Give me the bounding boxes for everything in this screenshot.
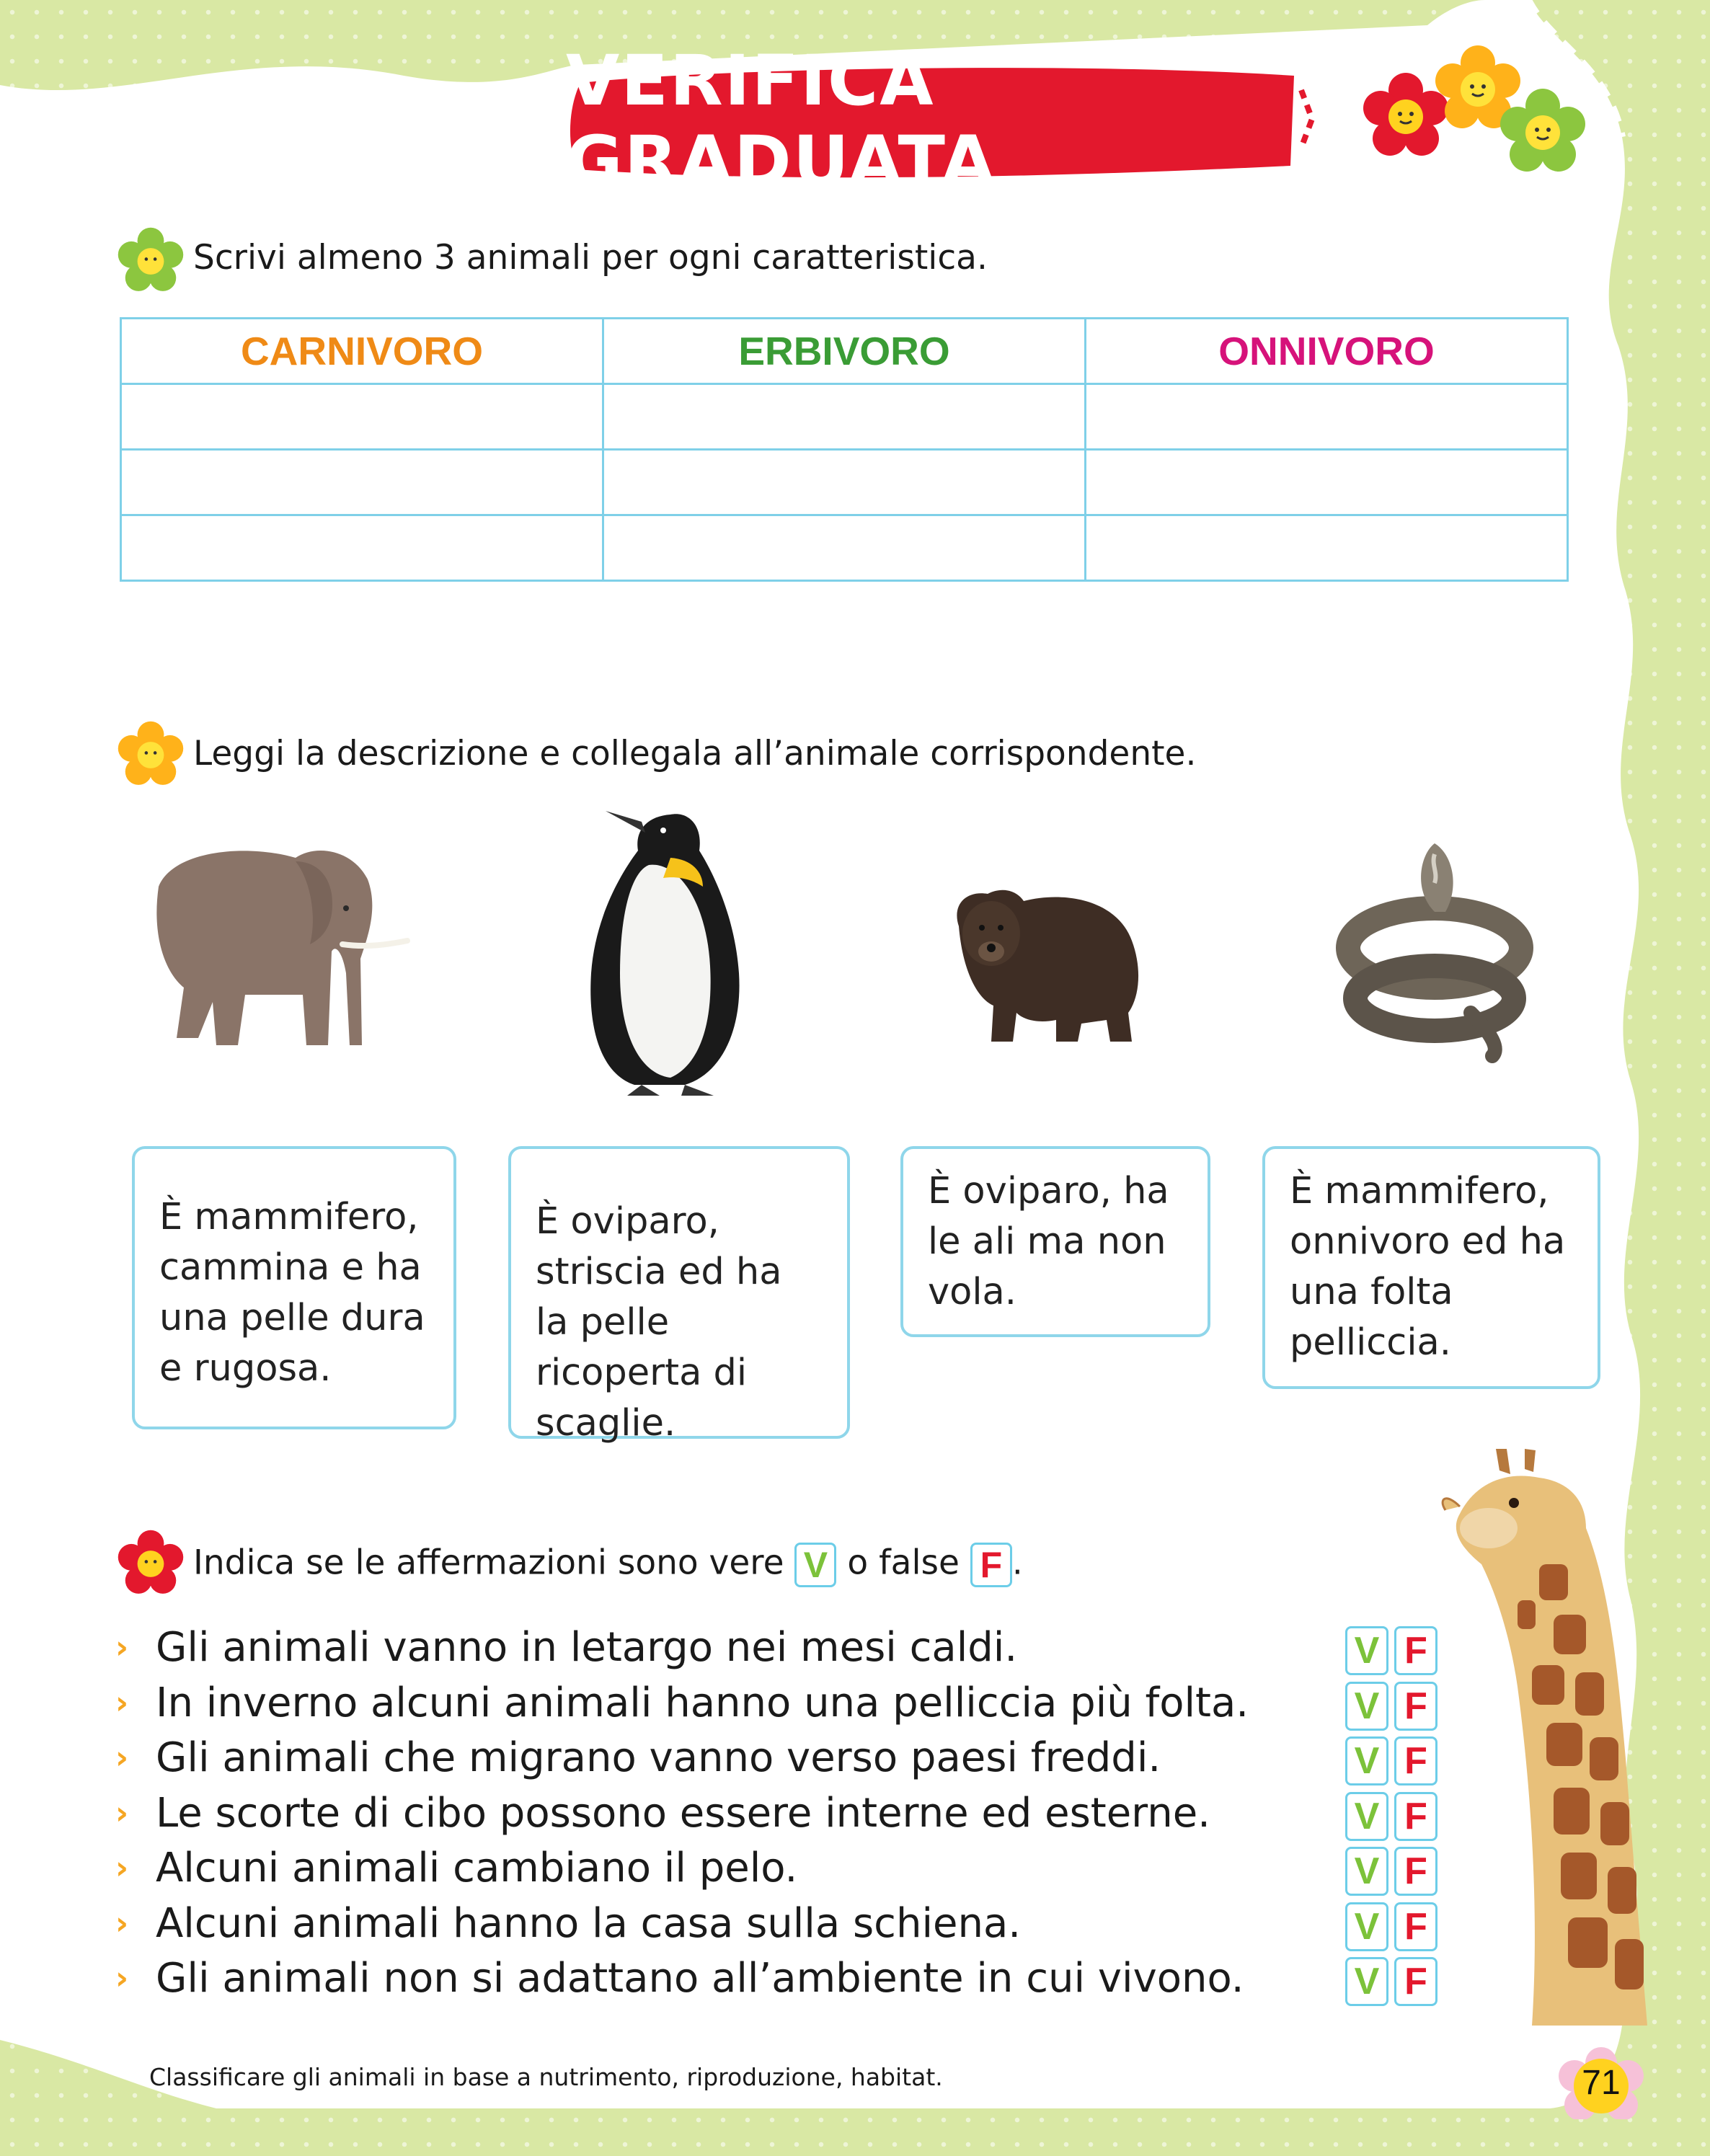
- learning-objective: Classificare gli animali in base a nutrimento, riproduzione, habitat.: [149, 2063, 943, 2091]
- bullet-icon: ›: [115, 1739, 129, 1776]
- answer-cell[interactable]: [1086, 515, 1568, 581]
- title-banner: [566, 40, 1323, 202]
- answer-cell[interactable]: [603, 515, 1086, 581]
- green-flower-icon: [1499, 88, 1586, 174]
- vf-pair: [1345, 1626, 1437, 1682]
- statement-text: Gli animali vanno in letargo nei mesi caldi.: [156, 1624, 1018, 1671]
- page-title: VERIFICA GRADUATA: [566, 40, 996, 202]
- table-row: [121, 515, 1568, 581]
- bullet-icon: ›: [115, 1794, 129, 1832]
- exercise3-instruction: [193, 1543, 1023, 1587]
- false-checkbox[interactable]: F: [1394, 1847, 1437, 1896]
- vf-pair: [1345, 1792, 1437, 1847]
- vf-pair: [1345, 1682, 1437, 1737]
- statement-text: Gli animali non si adattano all’ambiente in cui vivono.: [156, 1955, 1244, 2002]
- bullet-icon: ›: [115, 1684, 129, 1721]
- bullet-icon: ›: [115, 1960, 129, 1997]
- true-checkbox[interactable]: V: [1345, 1957, 1388, 2006]
- list-item: [115, 1786, 1240, 1842]
- bullet-icon: ›: [115, 1904, 129, 1942]
- description-card-3[interactable]: È oviparo, ha le ali ma non vola.: [900, 1146, 1210, 1337]
- bear-image[interactable]: [937, 883, 1146, 1049]
- yellow-flower-icon: [118, 721, 184, 787]
- vf-pair: [1345, 1736, 1437, 1792]
- false-checkbox[interactable]: F: [1394, 1736, 1437, 1785]
- page-number-text: 71: [1582, 2064, 1621, 2102]
- statement-text: Le scorte di cibo possono essere interne ed esterne.: [156, 1789, 1210, 1837]
- statement-text: Alcuni animali cambiano il pelo.: [156, 1845, 798, 1891]
- column-header-carnivoro: CARNIVORO: [121, 319, 603, 384]
- statement-text: Alcuni animali hanno la casa sulla schiena.: [156, 1899, 1022, 1947]
- list-item: [115, 1897, 1240, 1952]
- giraffe-image: [1431, 1449, 1654, 2026]
- page-number: [1557, 2047, 1645, 2119]
- description-card-4[interactable]: È mammifero, onnivoro ed ha una folta pelliccia.: [1262, 1146, 1600, 1389]
- table-header-row: [121, 319, 1568, 384]
- true-checkbox[interactable]: V: [1345, 1902, 1388, 1951]
- list-item: [115, 1951, 1244, 2007]
- column-header-erbivoro: ERBIVORO: [603, 319, 1086, 384]
- true-box-legend: V: [794, 1543, 836, 1587]
- true-checkbox[interactable]: V: [1345, 1626, 1388, 1675]
- exercise2-instruction: Leggi la descrizione e collegala all’animale corrispondente.: [193, 734, 1197, 773]
- false-box-legend: F: [970, 1543, 1012, 1587]
- vf-pair: [1345, 1957, 1437, 2013]
- true-checkbox[interactable]: V: [1345, 1792, 1388, 1841]
- exercise3-instruction-prefix: Indica se le affermazioni sono vere: [193, 1543, 784, 1583]
- answer-cell[interactable]: [603, 450, 1086, 515]
- true-checkbox[interactable]: V: [1345, 1736, 1388, 1785]
- cobra-image[interactable]: [1326, 833, 1543, 1063]
- description-card-1[interactable]: È mammifero, cammina e ha una pelle dura e rugosa.: [132, 1146, 456, 1429]
- list-item: [115, 1731, 1240, 1786]
- list-item: [115, 1841, 1240, 1897]
- description-card-2[interactable]: È oviparo, striscia ed ha la pelle ricoperta di scaglie.: [508, 1146, 850, 1439]
- vf-pair: [1345, 1902, 1437, 1958]
- bullet-icon: ›: [115, 1850, 129, 1886]
- answer-cell[interactable]: [1086, 450, 1568, 515]
- statement-text: Gli animali che migrano vanno verso paesi freddi.: [156, 1734, 1161, 1781]
- penguin-image[interactable]: [562, 800, 757, 1103]
- answer-cell[interactable]: [121, 384, 603, 450]
- table-row: [121, 450, 1568, 515]
- answer-cell[interactable]: [1086, 384, 1568, 450]
- table-row: [121, 384, 1568, 450]
- classification-table: [120, 317, 1569, 582]
- elephant-image[interactable]: [130, 829, 418, 1067]
- false-checkbox[interactable]: F: [1394, 1682, 1437, 1731]
- exercise1-instruction: Scrivi almeno 3 animali per ogni caratteristica.: [193, 238, 988, 278]
- column-header-onnivoro: ONNIVORO: [1086, 319, 1568, 384]
- red-flower-icon: [118, 1530, 184, 1596]
- vf-pair: [1345, 1847, 1437, 1902]
- false-checkbox[interactable]: F: [1394, 1902, 1437, 1951]
- true-checkbox[interactable]: V: [1345, 1847, 1388, 1896]
- true-checkbox[interactable]: V: [1345, 1682, 1388, 1731]
- false-checkbox[interactable]: F: [1394, 1626, 1437, 1675]
- false-checkbox[interactable]: F: [1394, 1957, 1437, 2006]
- list-item: [115, 1676, 1249, 1731]
- false-checkbox[interactable]: F: [1394, 1792, 1437, 1841]
- statement-list: [115, 1620, 1249, 2007]
- answer-cell[interactable]: [121, 450, 603, 515]
- true-false-answers: [1345, 1626, 1437, 2013]
- statement-text: In inverno alcuni animali hanno una pelliccia più folta.: [156, 1679, 1249, 1726]
- exercise3-instruction-middle: o false: [847, 1543, 960, 1583]
- list-item: [115, 1620, 1240, 1676]
- bullet-icon: ›: [115, 1629, 129, 1666]
- answer-cell[interactable]: [121, 515, 603, 581]
- answer-cell[interactable]: [603, 384, 1086, 450]
- green-flower-icon: [118, 227, 184, 293]
- exercise3-instruction-suffix: .: [1011, 1543, 1023, 1583]
